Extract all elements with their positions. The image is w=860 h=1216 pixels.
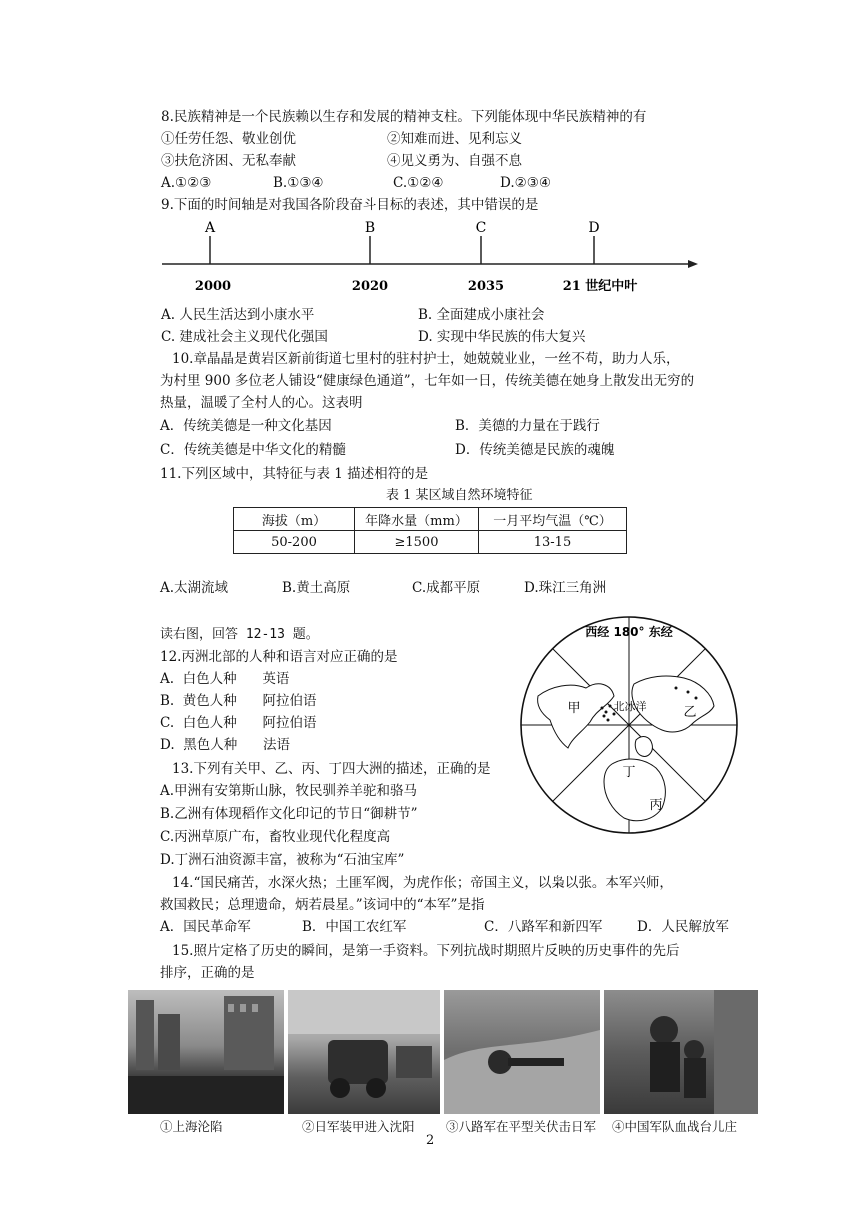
- table-header-cell: 一月平均气温（℃）: [479, 508, 627, 531]
- q10-option-d: D．传统美德是民族的魂魄: [455, 442, 615, 458]
- table-header-row: [234, 508, 627, 531]
- q9-option-a: A. 人民生活达到小康水平: [161, 307, 315, 323]
- timeline-arrow-icon: [688, 260, 698, 268]
- q13-stem: 13.下列有关甲、乙、丙、丁四大洲的描述，正确的是: [172, 761, 491, 777]
- q11-option-c: C.成都平原: [412, 580, 481, 596]
- q9-stem: 9.下面的时间轴是对我国各阶段奋斗目标的表述，其中错误的是: [161, 197, 539, 213]
- map-label-yi: 乙: [683, 705, 697, 720]
- timeline-year-2020: 2020: [351, 279, 389, 294]
- q14-option-c: C．八路军和新四军: [484, 919, 603, 935]
- q13-option-b: B.乙洲有体现稻作文化印记的节日“御耕节”: [160, 806, 418, 822]
- q14-option-b: B．中国工农红军: [302, 919, 407, 935]
- q15-line-2: 排序，正确的是: [160, 965, 255, 981]
- q10-line-2: 为村里 900 多位老人铺设“健康绿色通道”，七年如一日，传统美德在她身上散发出无穷的: [160, 373, 695, 389]
- q14-line-1: 14.“国民痛苦，水深火热；土匪军阀，为虎作伥；帝国主义，以枭以张。本军兴师，: [172, 875, 673, 891]
- q9-option-d: D. 实现中华民族的伟大复兴: [418, 329, 586, 345]
- map-top-label: 西经 180° 东经: [585, 625, 673, 639]
- q8-item-2: ②知难而进、见利忘义: [387, 131, 522, 147]
- continent-shape-ding: [635, 737, 652, 757]
- photo-shenyang: [288, 990, 440, 1114]
- map-label-ding: 丁: [622, 765, 636, 780]
- timeline-letter-c: C: [475, 220, 487, 236]
- table-title: 表 1 某区域自然环境特征: [386, 488, 533, 503]
- q13-option-a: A.甲洲有安第斯山脉，牧民驯养羊驼和骆马: [160, 783, 418, 799]
- environment-table: [233, 507, 627, 554]
- table-cell: 13-15: [479, 531, 627, 554]
- photo-caption-2: ②日军装甲进入沈阳: [302, 1119, 415, 1134]
- q8-item-3: ③扶危济困、无私奉献: [161, 153, 296, 169]
- q12-option-a: A. 白色人种 英语: [160, 671, 290, 687]
- map-label-jia: 甲: [567, 701, 581, 716]
- table-cell: 50-200: [234, 531, 355, 554]
- timeline-year-2000: 2000: [194, 279, 232, 294]
- q8-item-1: ①任劳任怨、敬业创优: [161, 131, 296, 147]
- photo-shanghai: [128, 990, 284, 1114]
- q10-option-a: A．传统美德是一种文化基因: [160, 418, 332, 434]
- table-header-cell: 海拔（m）: [234, 508, 355, 531]
- table-header-cell: 年降水量（mm）: [355, 508, 479, 531]
- polar-map: [516, 614, 742, 836]
- q8-option-b: B.①③④: [273, 175, 324, 191]
- q10-option-b: B．美德的力量在于践行: [455, 418, 600, 434]
- q15-line-1: 15.照片定格了历史的瞬间，是第一手资料。下列抗战时期照片反映的历史事件的先后: [172, 943, 680, 959]
- q12-stem: 12.丙洲北部的人种和语言对应正确的是: [160, 649, 398, 665]
- q8-stem: 8.民族精神是一个民族赖以生存和发展的精神支柱。下列能体现中华民族精神的有: [161, 109, 647, 125]
- q12-option-d: D. 黑色人种 法语: [160, 737, 290, 753]
- q14-line-2: 救国救民；总理遗命，炳若晨星。”该词中的“本军”是指: [160, 897, 485, 913]
- timeline-letter-d: D: [588, 220, 600, 236]
- q9-option-b: B. 全面建成小康社会: [418, 307, 545, 323]
- q9-option-c: C. 建成社会主义现代化强国: [161, 329, 328, 345]
- q13-option-d: D.丁洲石油资源丰富，被称为“石油宝库”: [160, 852, 405, 868]
- map-instruction: 读右图，回答 12-13 题。: [160, 627, 319, 642]
- q8-option-a: A.①②③: [161, 175, 212, 191]
- photo-taierzhuang: [604, 990, 758, 1114]
- photo-pingxingguan: [444, 990, 600, 1114]
- timeline-year-mid-century: 21 世纪中叶: [562, 279, 638, 294]
- map-ocean-label: 北冰洋: [613, 700, 647, 713]
- q11-option-b: B.黄土高原: [282, 580, 351, 596]
- timeline-figure: [160, 214, 700, 300]
- q14-option-d: D．人民解放军: [637, 919, 729, 935]
- q11-stem: 11.下列区域中，其特征与表 1 描述相符的是: [160, 466, 429, 482]
- q11-option-d: D.珠江三角洲: [524, 580, 607, 596]
- photo-caption-3: ③八路军在平型关伏击日军: [446, 1119, 597, 1134]
- q8-item-4: ④见义勇为、自强不息: [387, 153, 522, 169]
- q14-option-a: A．国民革命军: [160, 919, 251, 935]
- q10-line-3: 热量，温暖了全村人的心。这表明: [160, 395, 363, 411]
- q11-option-a: A.太湖流域: [160, 580, 229, 596]
- timeline-letter-b: B: [364, 220, 376, 236]
- table-cell: ≥1500: [355, 531, 479, 554]
- q12-option-c: C. 白色人种 阿拉伯语: [160, 715, 317, 731]
- q8-option-c: C.①②④: [393, 175, 444, 191]
- timeline-letter-a: A: [204, 220, 216, 236]
- q10-option-c: C．传统美德是中华文化的精髓: [160, 442, 346, 458]
- q13-option-c: C.丙洲草原广布，畜牧业现代化程度高: [160, 829, 391, 845]
- q8-option-d: D.②③④: [500, 175, 551, 191]
- page-number: 2: [426, 1133, 435, 1148]
- photo-caption-1: ①上海沦陷: [160, 1119, 223, 1134]
- q12-option-b: B. 黄色人种 阿拉伯语: [160, 693, 317, 709]
- map-label-bing: 丙: [649, 798, 663, 813]
- table-row: [234, 531, 627, 554]
- timeline-year-2035: 2035: [467, 279, 505, 294]
- photo-caption-4: ④中国军队血战台儿庄: [612, 1119, 738, 1134]
- q10-line-1: 10.章晶晶是黄岩区新前街道七里村的驻村护士，她兢兢业业，一丝不苟，助力人乐，: [172, 351, 680, 367]
